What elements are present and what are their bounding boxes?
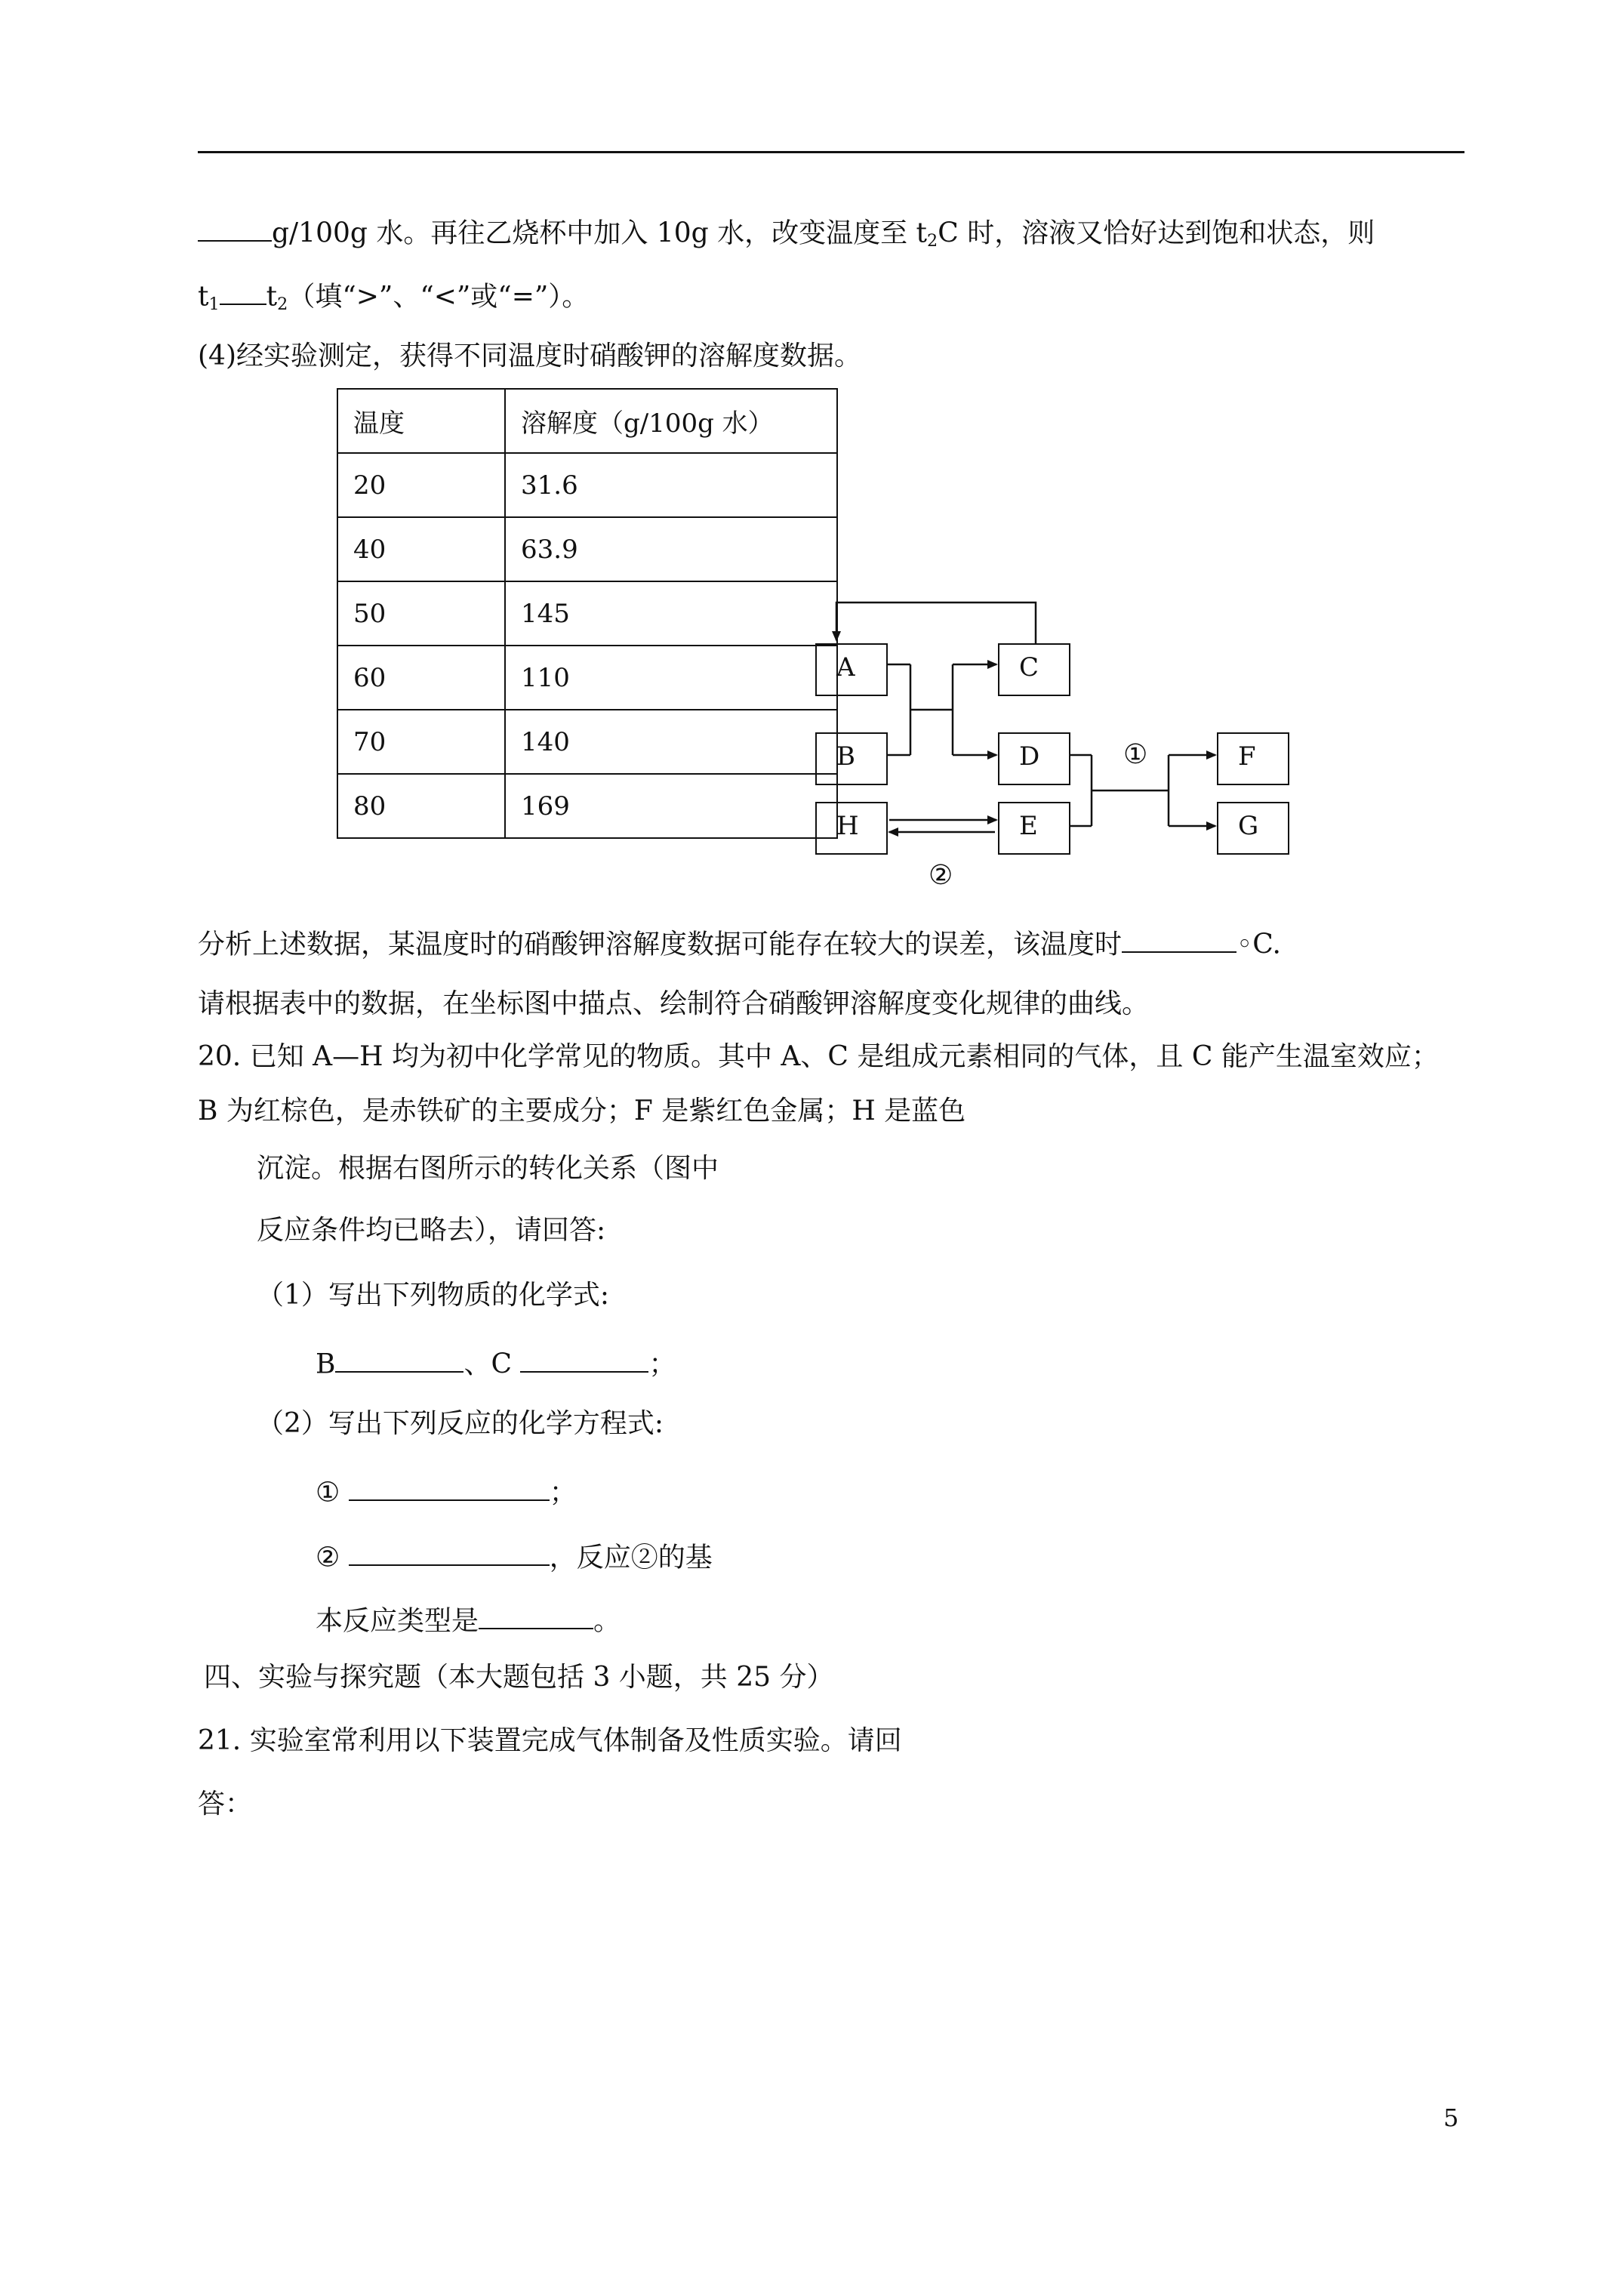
table-cell: 31.6 <box>505 453 837 517</box>
table-cell: 50 <box>337 581 505 646</box>
table-row <box>337 517 837 581</box>
answer-blank[interactable] <box>198 216 272 242</box>
answer-blank-type[interactable] <box>479 1604 593 1629</box>
solubility-table <box>337 388 838 839</box>
q20-line4: 反应条件均已略去），请回答: <box>257 1215 606 1246</box>
q20-formula-line: B 、C ； <box>316 1347 676 1378</box>
reaction-label-2: ② <box>929 860 953 891</box>
node-e: E <box>998 802 1070 855</box>
answer-blank-c[interactable] <box>520 1347 648 1373</box>
reaction-label-1: ① <box>1123 739 1148 770</box>
table-header-row <box>337 389 837 453</box>
analysis-line2: 请根据表中的数据，在坐标图中描点、绘制符合硝酸钾溶解度变化规律的曲线。 <box>198 988 1150 1019</box>
analysis-line1: 分析上述数据，某温度时的硝酸钾溶解度数据可能存在较大的误差，该温度时 ◦C. <box>198 927 1281 958</box>
table-cell: 40 <box>337 517 505 581</box>
answer-blank-b[interactable] <box>335 1347 463 1373</box>
q20-line2: B 为红棕色，是赤铁矿的主要成分；F 是紫红色金属；H 是蓝色 <box>198 1096 966 1126</box>
answer-blank-r2[interactable] <box>349 1540 550 1566</box>
section-4-title: 四、实验与探究题（本大题包括 3 小题，共 25 分） <box>204 1662 834 1693</box>
answer-blank-r1[interactable] <box>349 1475 550 1501</box>
node-f: F <box>1217 732 1289 785</box>
q19-line1: g/100g 水。再往乙烧杯中加入 10g 水，改变温度至 $t_2C$ 时，溶液又恰好达到饱和状态，则 <box>198 216 1375 249</box>
table-header-cell: 温度 <box>337 389 505 453</box>
table-cell: 140 <box>505 710 837 774</box>
q20-sub1: （1）写出下列物质的化学式: <box>257 1280 610 1311</box>
table-row <box>337 453 837 517</box>
table-cell: 20 <box>337 453 505 517</box>
table-cell: 60 <box>337 646 505 710</box>
header-rule <box>198 151 1464 153</box>
node-h: H <box>815 802 888 855</box>
q20-line1: 20. 已知 A—H 均为初中化学常见的物质。其中 A、C 是组成元素相同的气体，且 C 能产生温室效应； <box>198 1041 1439 1072</box>
table-header-cell: 溶解度（g/100g 水） <box>505 389 837 453</box>
table-cell: 80 <box>337 774 505 838</box>
q20-line3: 沉淀。根据右图所示的转化关系（图中 <box>257 1153 719 1184</box>
q20-reaction-type: 本反应类型是 。 <box>316 1604 621 1635</box>
table-cell: 145 <box>505 581 837 646</box>
q21-line1: 21. 实验室常利用以下装置完成气体制备及性质实验。请回 <box>198 1725 902 1756</box>
node-a: A <box>815 643 888 696</box>
transformation-diagram <box>793 581 1321 914</box>
node-d: D <box>998 732 1070 785</box>
q20-sub2: （2）写出下列反应的化学方程式: <box>257 1408 664 1439</box>
answer-blank[interactable] <box>220 279 266 305</box>
q19-part4: (4)经实验测定，获得不同温度时硝酸钾的溶解度数据。 <box>198 341 861 371</box>
q20-reaction2: ② ，反应②的基 <box>316 1540 713 1571</box>
table-cell: 169 <box>505 774 837 838</box>
table-cell: 63.9 <box>505 517 837 581</box>
node-b: B <box>815 732 888 785</box>
table-cell: 110 <box>505 646 837 710</box>
table-row <box>337 710 837 774</box>
answer-blank[interactable] <box>1122 927 1236 953</box>
table-cell: 70 <box>337 710 505 774</box>
table-row <box>337 774 837 838</box>
q21-line2: 答： <box>198 1789 253 1820</box>
table-row <box>337 646 837 710</box>
q19-line2: $t_1$ $t_2$（填“>”、“<”或“=”）。 <box>198 279 589 313</box>
page-number: 5 <box>1443 2103 1459 2132</box>
table-row <box>337 581 837 646</box>
node-g: G <box>1217 802 1289 855</box>
q20-reaction1: ① ； <box>316 1475 577 1506</box>
node-c: C <box>998 643 1070 696</box>
